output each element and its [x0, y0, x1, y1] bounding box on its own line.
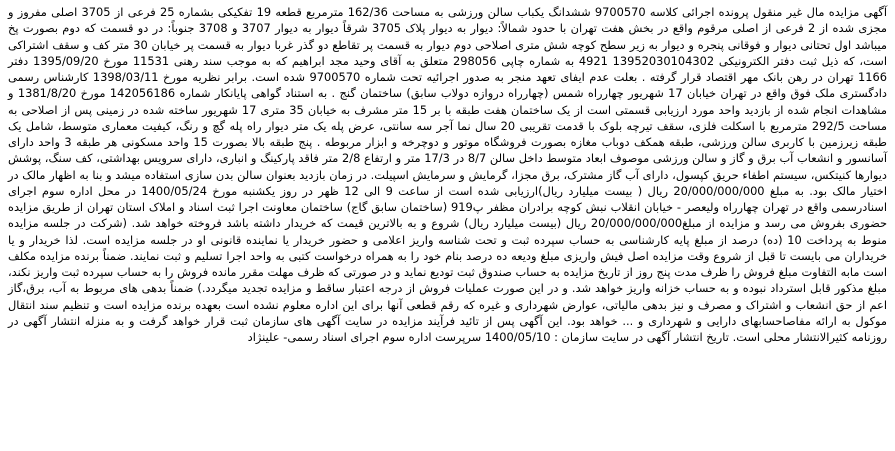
auction-notice-text: آگهی مزایده مال غیر منقول پرونده اجرائی کلاسه 9700570 ششدانگ یکباب سالن ورزشی به مساحت 162/36 مترمربع قطعه 19 تفکیکی بشماره 25 فرعی از 3705 اصلی مفروز و مجزی شده از 2 فرعی از اصلی مرقوم واقع در بخش هفت تهران با حدود شمالاً: دیوار به دیوار پلاک 3705 شرقاً دیوار به دیوار 3707 و 3708 جنوباً: در دو قسمت که دوم بصورت پخ میباشد اول تحتانی دیوار و فوقانی پنجره و دیوار به زیر سطح کوچه شش متری اصلاحی دوم دیوار به قسمت پر تقاطع دو گذر غربا دیوار به قسمت پر خیابان 30 متر کف و سقف اشتراکی است، که ذیل ثبت دفتر الکترونیکی 13952030104302 4921 به شماره چاپی 298056 متعلق به آقای وحید مجد ابراهیم که به موجب سند رهنی 11531 مورخ 1395/09/20 دفتر 1166 تهران در رهن بانک مهر اقتصاد قرار گرفته . بعلت عدم ایفای تعهد منجر به صدور اجرائیه تحت شماره 9700570 شده است. برابر نظریه مورخ 1398/03/11 کارشناس رسمی دادگستری ملک فوق واقع در تهران خیابان 17 شهریور چهارراه شمس (چهارراه دروازه دولاب سابق) ساختمان گنج . به استناد گواهی پایانکار شماره 142056186 مورخ 1381/8/20 و مشاهدات انجام شده از بازدید واحد مورد ارزیابی قسمتی است از یک ساختمان هفت طبقه با بر 15 متر مشرف به خیابان 35 متری 17 شهریور ساخته شده در زمینی پس از اصلاحی به مساحت 292/5 مترمربع با اسکلت فلزی، سقف تیرچه بلوک با قدمت تقریبی 20 سال نما آجر سه سانتی، عرض پله یک متر دیوار راه پله گچ و رنگ، کیفیت معماری متوسط، شامل یک طبقه زیرزمین با کاربری سالن ورزشی، طبقه همکف دوباب مغازه بصورت فروشگاه موتور و دوچرخه و ابزار مربوطه . پنج طبقه بالا بصورت 15 واحد مسکونی هر طبقه 3 واحد دارای آسانسور و انشعاب آب برق و گاز و سالن ورزشی موصوف ابعاد متوسط داخل سالن 8/7 در 17/3 متر و ارتفاع 2/8 متر فاقد پارکینگ و انباری، دارای سرویس بهداشتی، کف سنگ، پوشش دیوارها کنیتکس، سیستم اطفاء حریق کپسول، دارای آب گاز مشترک، برق مجزا، گرمایش و سرمایش اسپیلت. در زمان بازدید بعنوان سالن بدن سازی استفاده میشد و بنا به اظهار مالک در اختیار مالک بود. به مبلغ 20/000/000/000 ریال ( بیست میلیارد ریال)ارزیابی شده است از ساعت 9 الی 12 ظهر در روز یکشنبه مورخ 1400/05/24 در محل اداره سوم اجرای اسنادرسمی واقع در تهران چهارراه ولیعصر - خیابان انقلاب نبش کوچه برادران مظفر پ919 (ساختمان سابق گاج) ساختمان معاونت اجرا ثبت اسناد و املاک استان تهران از طریق مزایده حضوری بفروش می رسد و مزایده از مبلغ20/000/000/000 ریال (بیست میلیارد ریال) شروع و به بالاترین قیمت که خریدار داشته باشد فروخته خواهد شد. (شرکت در جلسه مزایده منوط به پرداخت 10 (ده) درصد از مبلغ پایه کارشناسی به حساب سپرده ثبت و تحت شناسه واریز اعلامی و حضور خریدار یا نماینده قانونی او در جلسه مزایده است. لذا خریدار و یا خریداران می بایست تا قبل از شروع وقت مزایده اصل فیش واریزی مبلغ ودیعه ده درصد بنام خود را به همراه درخواست کتبی به واحد اجرا تسلیم و ثبت نمایند. ضمناً برنده مزایده مکلف است مابه التفاوت مبلغ فروش را ظرف مدت پنج روز از تاریخ مزایده به حساب صندوق ثبت تودیع نماید و در صورتی که ظرف مهلت مقرر مانده فروش را به حساب سپرده ثبت واریز نکند، مبلغ مذکور قابل استرداد نبوده و به حساب خزانه واریز خواهد شد. و در این صورت عملیات فروش از درجه اعتبار ساقط و مزایده تجدید میگردد.) ضمناً بدهی های مربوط به آب، برق،گاز اعم از حق انشعاب و اشتراک و مصرف و نیز بدهی مالیاتی، عوارض شهرداری و غیره که رقم قطعی آنها برای این اداره معلوم نشده است بعهده برنده مزایده است و تنظیم سند انتقال موکول به ارائه مفاصاحسابهای دارایی و شهرداری و ... خواهد بود. این آگهی پس از تائید فرآیند مزایده در سایت آگهی های سازمان ثبت قرار خواهد گرفت و به منزله انتشار آگهی در روزنامه کثیرالانتشار محلی است. تاریخ انتشار آگهی در سایت سازمان : 1400/05/10 سرپرست اداره سوم اجرای اسناد رسمی- علینژاد	[8, 5, 888, 344]
